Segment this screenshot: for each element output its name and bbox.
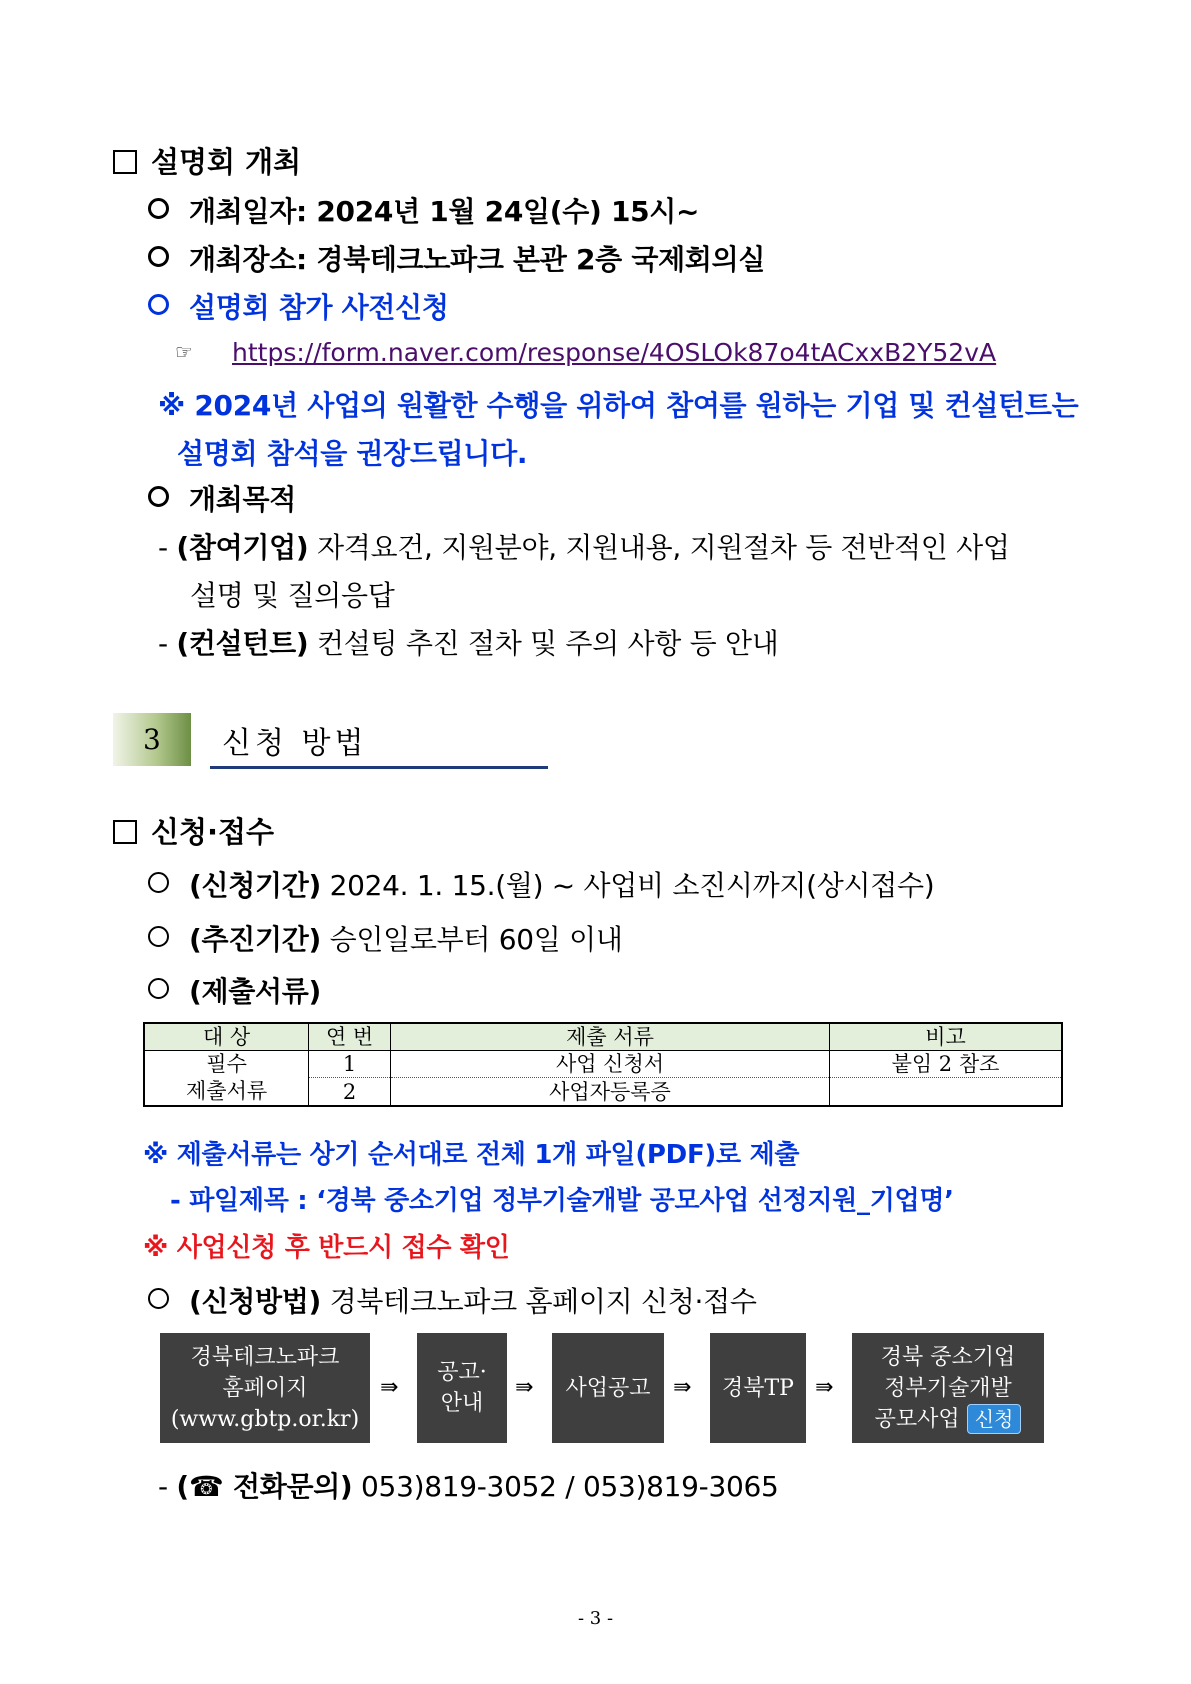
- row-document: 사업자등록증: [391, 1078, 830, 1106]
- flow-text-row: [875, 1404, 1022, 1435]
- row-number: 1: [309, 1051, 391, 1078]
- flow-step-homepage: [160, 1333, 370, 1443]
- pointing-hand-icon: ☞: [175, 340, 193, 364]
- note-single-file: ※ 제출서류는 상기 순서대로 전체 1개 파일(PDF)로 제출: [143, 1140, 800, 1170]
- phone-inquiry: - (☎ 전화문의) 053)819-3052 / 053)819-3065: [158, 1470, 779, 1503]
- arrow-right-icon: ⇛: [815, 1375, 834, 1400]
- section-number: 3: [113, 713, 191, 766]
- circle-bullet-icon: [148, 872, 169, 893]
- flow-step-notice: [417, 1333, 507, 1443]
- purpose-item-consultants: - (컨설턴트) 컨설팅 추진 절차 및 주의 사항 등 안내: [158, 627, 779, 660]
- section-title: 신청 방법: [222, 726, 368, 761]
- briefing-place: 개최장소: 경북테크노파크 본관 2층 국제회의실: [148, 238, 765, 278]
- arrow-right-icon: ⇛: [380, 1375, 399, 1400]
- briefing-signup: 설명회 참가 사전신청: [148, 286, 449, 326]
- heading-application: 신청·접수: [113, 810, 274, 851]
- circle-bullet-icon: [148, 1288, 169, 1309]
- flow-text: 경북테크노파크: [190, 1344, 340, 1370]
- checkbox-square-icon: [113, 150, 137, 174]
- notice-line-1: ※ 2024년 사업의 원활한 수행을 위하여 참여를 원하는 기업 및 컨설턴트는: [158, 389, 1079, 422]
- table-header: 제출 서류: [391, 1023, 830, 1051]
- flow-text: 경북 중소기업: [880, 1344, 1016, 1370]
- note-file-title: - 파일제목 : ‘경북 중소기업 정부기술개발 공모사업 선정지원_기업명’: [170, 1186, 954, 1216]
- application-method: (신청방법) 경북테크노파크 홈페이지 신청·접수: [148, 1280, 757, 1320]
- purpose-item-companies: - (참여기업) 자격요건, 지원분야, 지원내용, 지원절차 등 전반적인 사업: [158, 531, 1010, 564]
- apply-badge: 신청: [967, 1404, 1022, 1434]
- submission-docs: (제출서류): [148, 970, 321, 1010]
- purpose-item-companies-cont: 설명 및 질의응답: [190, 579, 395, 612]
- group-label: 필수: [206, 1052, 247, 1076]
- table-header: 연 번: [309, 1023, 391, 1051]
- table-header-row: [144, 1023, 1062, 1051]
- circle-bullet-icon: [148, 246, 169, 267]
- page-number: - 3 -: [577, 1608, 614, 1629]
- circle-bullet-icon: [148, 486, 169, 507]
- circle-bullet-icon: [148, 926, 169, 947]
- notice-line-2: 설명회 참석을 권장드립니다.: [177, 437, 528, 470]
- section-underline: [210, 766, 548, 769]
- flow-text: (www.gbtp.or.kr): [170, 1406, 360, 1432]
- flow-text: 공모사업: [874, 1406, 960, 1432]
- circle-bullet-icon: [148, 978, 169, 999]
- flow-text: 공고·: [437, 1360, 487, 1385]
- table-header: 비고: [829, 1023, 1062, 1051]
- checkbox-square-icon: [113, 820, 137, 844]
- row-note: 붙임 2 참조: [829, 1051, 1062, 1078]
- flow-step-apply: [852, 1333, 1044, 1443]
- group-label: 제출서류: [186, 1079, 268, 1103]
- row-number: 2: [309, 1078, 391, 1106]
- arrow-right-icon: ⇛: [673, 1375, 692, 1400]
- signup-link[interactable]: https://form.naver.com/response/4OSLOk87o4tACxxB2Y52vA: [232, 338, 997, 367]
- row-document: 사업 신청서: [391, 1051, 830, 1078]
- flow-step-gbtp: 경북TP: [710, 1333, 806, 1443]
- heading-briefing: 설명회 개최: [113, 140, 301, 181]
- table-row: [144, 1051, 1062, 1078]
- briefing-purpose: 개최목적: [148, 478, 296, 518]
- application-period: (신청기간) 2024. 1. 15.(월) ~ 사업비 소진시까지(상시접수): [148, 864, 934, 904]
- flow-step-announcement: 사업공고: [552, 1333, 664, 1443]
- briefing-date: 개최일자: 2024년 1월 24일(수) 15시~: [148, 190, 699, 230]
- execution-period: (추진기간) 승인일로부터 60일 이내: [148, 918, 623, 958]
- flow-text: 정부기술개발: [884, 1375, 1012, 1401]
- note-confirm-receipt: ※ 사업신청 후 반드시 접수 확인: [143, 1233, 510, 1263]
- flow-text: 홈페이지: [222, 1375, 308, 1401]
- group-cell: [144, 1051, 309, 1107]
- arrow-right-icon: ⇛: [515, 1375, 534, 1400]
- circle-bullet-icon: [148, 294, 169, 315]
- row-note: [829, 1078, 1062, 1106]
- documents-table: [143, 1022, 1063, 1107]
- flow-text: 안내: [440, 1391, 484, 1416]
- circle-bullet-icon: [148, 198, 169, 219]
- table-header: 대 상: [144, 1023, 309, 1051]
